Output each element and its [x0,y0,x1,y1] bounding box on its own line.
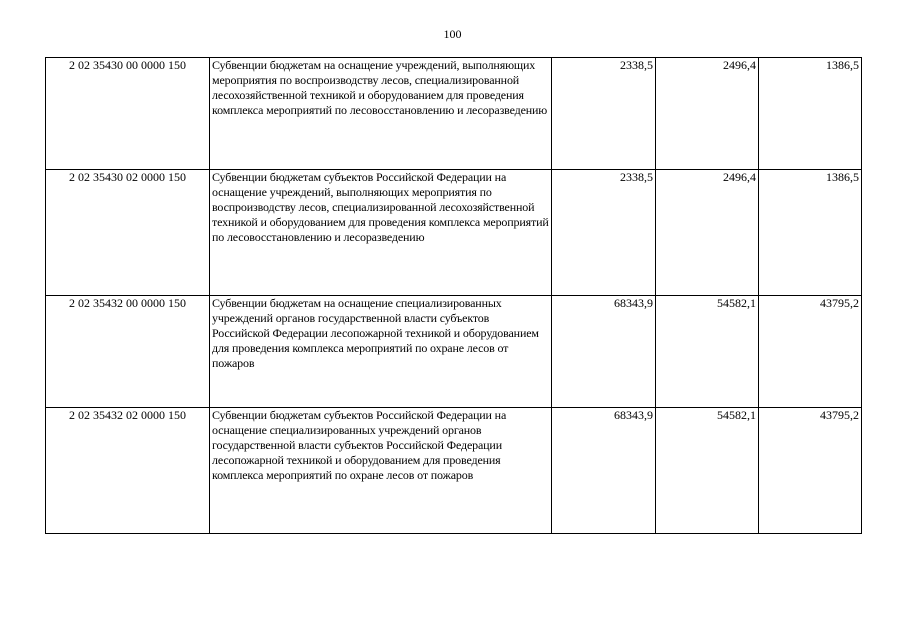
budget-code-cell: 2 02 35432 02 0000 150 [46,408,210,534]
amount-cell-1: 68343,9 [552,296,656,408]
amount-cell-3: 43795,2 [759,408,862,534]
table-row [46,170,862,296]
table-row [46,408,862,534]
description-cell: Субвенции бюджетам субъектов Российской Федерации на оснащение учреждений, выполняющих мероприятия по воспроизводству лесов, специализированной лесохозяйственной техникой и оборудованием для проведения комплекса мероприятий по лесовосстановлению и лесоразведению [210,170,552,296]
amount-cell-2: 2496,4 [656,170,759,296]
description-cell: Субвенции бюджетам на оснащение специализированных учреждений органов государственной власти субъектов Российской Федерации лесопожарной техникой и оборудованием для проведения комплекса мероприятий по охране лесов от пожаров [210,296,552,408]
description-cell: Субвенции бюджетам субъектов Российской Федерации на оснащение специализированных учреждений органов государственной власти субъектов Российской Федерации лесопожарной техникой и оборудованием для проведения комплекса мероприятий по охране лесов от пожаров [210,408,552,534]
description-cell: Субвенции бюджетам на оснащение учреждений, выполняющих мероприятия по воспроизводству лесов, специализированной лесохозяйственной техникой и оборудованием для проведения комплекса мероприятий по лесовосстановлению и лесоразведению [210,58,552,170]
budget-code-cell: 2 02 35432 00 0000 150 [46,296,210,408]
amount-cell-2: 54582,1 [656,408,759,534]
table-row [46,296,862,408]
table-row [46,58,862,170]
amount-cell-2: 54582,1 [656,296,759,408]
amount-cell-3: 1386,5 [759,58,862,170]
amount-cell-1: 2338,5 [552,58,656,170]
budget-code-cell: 2 02 35430 02 0000 150 [46,170,210,296]
page-number: 100 [443,27,462,41]
budget-code-cell: 2 02 35430 00 0000 150 [46,58,210,170]
budget-table [45,57,862,534]
amount-cell-3: 43795,2 [759,296,862,408]
amount-cell-3: 1386,5 [759,170,862,296]
amount-cell-2: 2496,4 [656,58,759,170]
amount-cell-1: 2338,5 [552,170,656,296]
amount-cell-1: 68343,9 [552,408,656,534]
